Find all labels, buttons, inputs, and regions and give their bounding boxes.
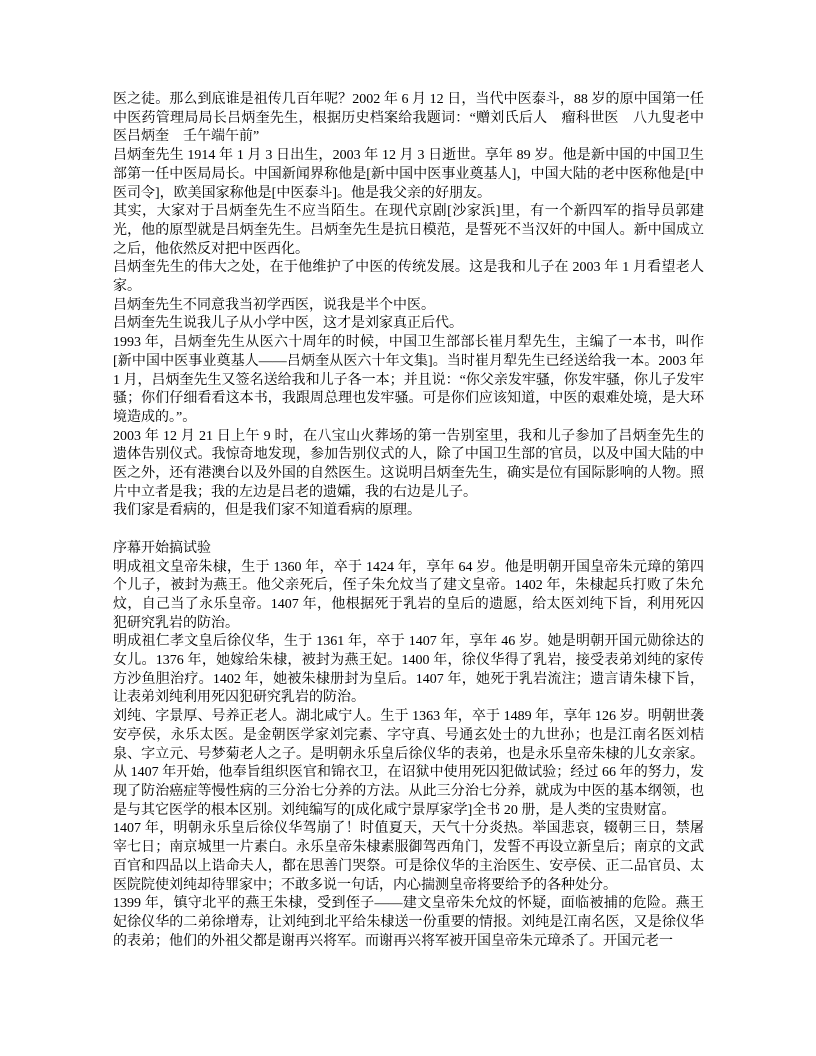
section-paragraph: 1407 年，明朝永乐皇后徐仪华驾崩了！时值夏天，天气十分炎热。举国悲哀，辍朝三日，禁屠宰七日；南京城里一片素白。永乐皇帝朱棣素服御驾西角门，发誓不再设立新皇后；南京的文武百官和四品以上诰命夫人，都在思善门哭祭。可是徐仪华的主治医生、安亭侯、正二品官员、太医院院使刘纯却待罪家中；不敢多说一句话，内心揣测皇帝将要给予的各种处分。: [113, 821, 704, 893]
body-paragraph: 1993 年，吕炳奎先生从医六十周年的时候，中国卫生部部长崔月犁先生，主编了一本书，叫作[新中国中医事业奠基人——吕炳奎从医六十年文集]。当时崔月犁先生已经送给我一本。2003 年 1 月，吕炳奎先生又签名送给我和儿子各一本；并且说：“你父亲发牢骚，你发牢骚，你儿子发牢骚；你们仔细看看这本书，我跟周总理也发牢骚。可是你们应该知道，中医的艰难处境，是大环境造成的。”。: [113, 335, 704, 425]
section-heading: 序幕开始搞试验: [113, 540, 211, 556]
body-paragraph: 其实，大家对于吕炳奎先生不应当陌生。在现代京剧[沙家浜]里，有一个新四军的指导员郭建光，他的原型就是吕炳奎先生。吕炳奎先生是抗日模范，是誓死不当汉奸的中国人。新中国成立之后，他依然反对把中医西化。: [113, 204, 704, 257]
body-paragraph: 吕炳奎先生不同意我当初学西医，说我是半个中医。: [113, 297, 435, 313]
section-paragraph: 1399 年，镇守北平的燕王朱棣，受到侄子——建文皇帝朱允炆的怀疑，面临被捕的危险。燕王妃徐仪华的二弟徐增寿，让刘纯到北平给朱棣送一份重要的情报。刘纯是江南名医，又是徐仪华的表弟；他们的外祖父都是谢再兴将军。而谢再兴将军被开国皇帝朱元璋杀了。开国元老一: [113, 896, 704, 949]
body-paragraph: 2003 年 12 月 21 日上午 9 时，在八宝山火葬场的第一告别室里，我和儿子参加了吕炳奎先生的遗体告别仪式。我惊奇地发现，参加告别仪式的人，除了中国卫生部的官员，以及中国大陆的中医之外，还有港澳台以及外国的自然医生。这说明吕炳奎先生，确实是位有国际影响的人物。照片中立者是我；我的左边是吕老的遗孀，我的右边是儿子。: [113, 428, 704, 500]
section-paragraph: 明成祖仁孝文皇后徐仪华，生于 1361 年，卒于 1407 年，享年 46 岁。她是明朝开国元勋徐达的女儿。1376 年，她嫁给朱棣，被封为燕王妃。1400 年，徐仪华得了乳岩，接受表弟刘纯的家传方沙鱼胆治疗。1402 年，她被朱棣册封为皇后。1407 年，她死于乳岩流注；遗言请朱棣下旨，让表弟刘纯利用死囚犯研究乳岩的防治。: [113, 634, 704, 706]
body-paragraph: 我们家是看病的，但是我们家不知道看病的原理。: [113, 503, 421, 519]
section-paragraph: 明成祖文皇帝朱棣，生于 1360 年，卒于 1424 年，享年 64 岁。他是明朝开国皇帝朱元璋的第四个儿子，被封为燕王。他父亲死后，侄子朱允炆当了建文皇帝。1402 年，朱棣起兵打败了朱允炆，自己当了永乐皇帝。1407 年，他根据死于乳岩的皇后的遗愿，给太医刘纯下旨，利用死囚犯研究乳岩的防治。: [113, 559, 704, 631]
body-paragraph: 吕炳奎先生 1914 年 1 月 3 日出生，2003 年 12 月 3 日逝世。享年 89 岁。他是新中国的中国卫生部第一任中医局局长。中国新闻界称他是[新中国中医事业奠基人]，中国大陆的老中医称他是[中医司令]，欧美国家称他是[中医泰斗]。他是我父亲的好朋友。: [113, 148, 704, 201]
body-paragraph: 医之徒。那么到底谁是祖传几百年呢？2002 年 6 月 12 日，当代中医泰斗，88 岁的原中国第一任中医药管理局局长吕炳奎先生，根据历史档案给我题词：“赠刘氏后人 瘤科世医 八九叟老中医吕炳奎 壬午端午前”: [113, 92, 704, 145]
section-paragraph: 刘纯、字景厚、号养正老人。湖北咸宁人。生于 1363 年，卒于 1489 年，享年 126 岁。明朝世袭安亭侯，永乐太医。是金朝医学家刘完素、字守真、号通玄处士的九世孙；也是江南名医刘桔泉、字立元、号梦菊老人之子。是明朝永乐皇后徐仪华的表弟，也是永乐皇帝朱棣的儿女亲家。从 1407 年开始，他奉旨组织医官和锦衣卫，在诏狱中使用死囚犯做试验；经过 66 年的努力，发现了防治癌症等慢性病的三分治七分养的方法。从此三分治七分养，就成为中医的基本纲领，也是与其它医学的根本区别。刘纯编写的[成化咸宁景厚家学]全书 20 册，是人类的宝贵财富。: [113, 709, 704, 818]
body-paragraph: 吕炳奎先生的伟大之处，在于他维护了中医的传统发展。这是我和儿子在 2003 年 1 月看望老人家。: [113, 260, 704, 295]
body-paragraph: 吕炳奎先生说我儿子从小学中医，这才是刘家真正后代。: [113, 316, 463, 332]
